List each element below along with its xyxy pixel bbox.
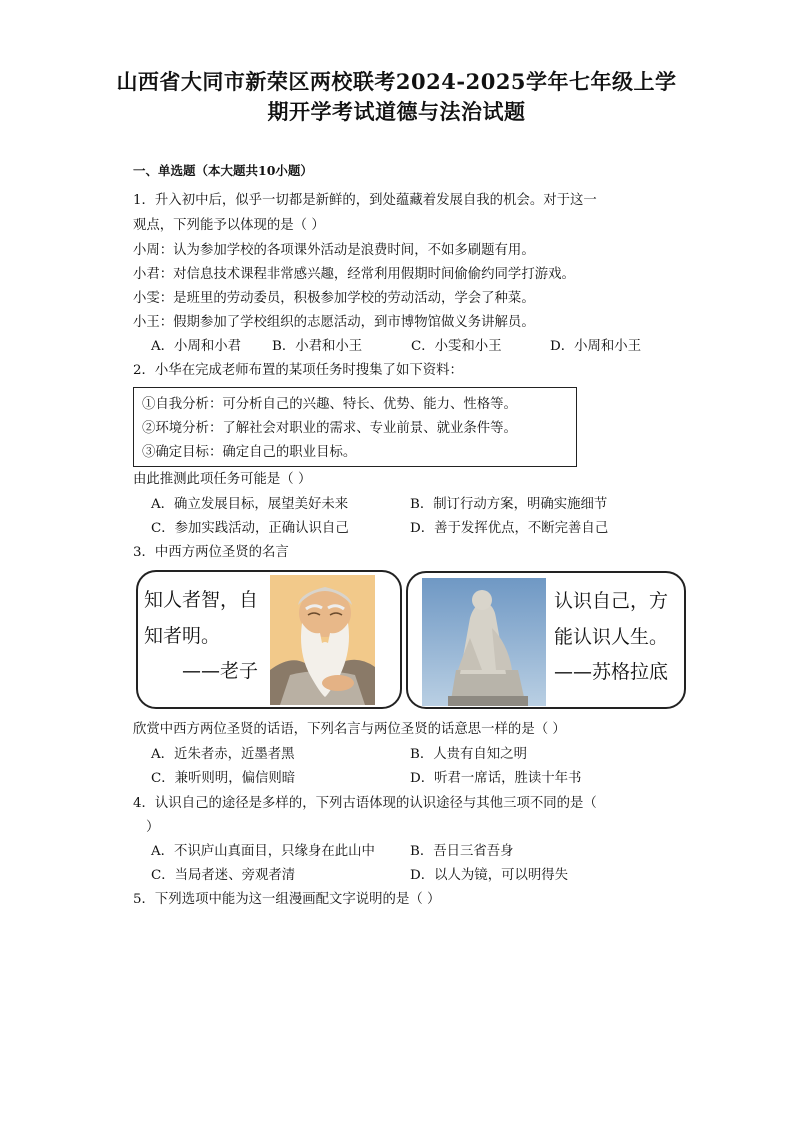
q4-option-a: A．不识庐山真面目，只缘身在此山中 (151, 844, 375, 859)
q5-stem: 5．下列选项中能为这一组漫画配文字说明的是（ ） (133, 892, 441, 907)
page-title-line2: 期开学考试道德与法治试题 (267, 99, 526, 124)
q1-statement-wang: 小王：假期参加了学校组织的志愿活动，到市博物馆做义务讲解员。 (133, 315, 535, 330)
laozi-quote-line2: 知者明。 (144, 625, 221, 647)
q4-stem-line1: 4．认识自己的途径是多样的，下列古语体现的认识途径与其他三项不同的是（ (133, 796, 597, 811)
laozi-portrait (270, 575, 375, 705)
socrates-author: ——苏格拉底 (554, 661, 669, 683)
q3-option-d: D．听君一席话，胜读十年书 (410, 771, 582, 786)
q1-option-a: A．小周和小君 (151, 339, 242, 354)
q2-option-b: B．制订行动方案，明确实施细节 (410, 497, 608, 512)
laozi-quote-bubble (136, 570, 402, 709)
q2-material-self-analysis: ①自我分析：可分析自己的兴趣、特长、优势、能力、性格等。 (142, 397, 517, 412)
q3-stem: 3．中西方两位圣贤的名言 (133, 545, 289, 560)
q2-option-c: C．参加实践活动，正确认识自己 (151, 521, 349, 536)
q1-statement-zhou: 小周：认为参加学校的各项课外活动是浪费时间，不如多刷题有用。 (133, 243, 535, 258)
q1-statement-wen: 小雯：是班里的劳动委员，积极参加学校的劳动活动，学会了种菜。 (133, 291, 535, 306)
q4-option-b: B．吾日三省吾身 (410, 844, 514, 859)
socrates-quote-bubble (406, 571, 686, 709)
q3-question: 欣赏中西方两位圣贤的话语，下列名言与两位圣贤的话意思一样的是（ ） (133, 722, 566, 737)
laozi-author: ——老子 (182, 660, 259, 682)
q4-option-d: D．以人为镜，可以明得失 (410, 868, 569, 883)
socrates-quote-line2: 能认识人生。 (554, 626, 669, 648)
q1-stem-line1: 1．升入初中后，似乎一切都是新鲜的，到处蕴藏着发展自我的机会。对于这一 (133, 193, 597, 208)
q1-option-d: D．小周和小王 (550, 339, 642, 354)
q1-statement-jun: 小君：对信息技术课程非常感兴趣，经常利用假期时间偷偷约同学打游戏。 (133, 267, 575, 282)
socrates-quote-line1: 认识自己，方 (554, 590, 669, 612)
socrates-statue-image (422, 578, 546, 706)
q2-question: 由此推测此项任务可能是（ ） (133, 472, 312, 487)
q2-stem: 2．小华在完成老师布置的某项任务时搜集了如下资料： (133, 363, 463, 378)
laozi-quote-line1: 知人者智，自 (144, 589, 259, 611)
q1-option-b: B．小君和小王 (272, 339, 363, 354)
q3-option-a: A．近朱者赤，近墨者黑 (151, 747, 295, 762)
q2-option-d: D．善于发挥优点，不断完善自己 (410, 521, 609, 536)
section-heading: 一、单选题（本大题共10小题） (133, 163, 313, 178)
q3-option-b: B．人贵有自知之明 (410, 747, 527, 762)
q4-option-c: C．当局者迷、旁观者清 (151, 868, 296, 883)
q1-stem-line2: 观点，下列能予以体现的是（ ） (133, 218, 325, 233)
q4-stem-line2: ） (146, 820, 160, 835)
q2-option-a: A．确立发展目标，展望美好未来 (151, 497, 349, 512)
q1-option-c: C．小雯和小王 (411, 339, 502, 354)
q3-option-c: C．兼听则明，偏信则暗 (151, 771, 296, 786)
q2-material-box (133, 387, 577, 467)
q2-material-goal: ③确定目标：确定自己的职业目标。 (142, 445, 357, 460)
q2-material-env-analysis: ②环境分析：了解社会对职业的需求、专业前景、就业条件等。 (142, 421, 517, 436)
page-title-line1: 山西省大同市新荣区两校联考2024-2025学年七年级上学 (116, 69, 677, 94)
